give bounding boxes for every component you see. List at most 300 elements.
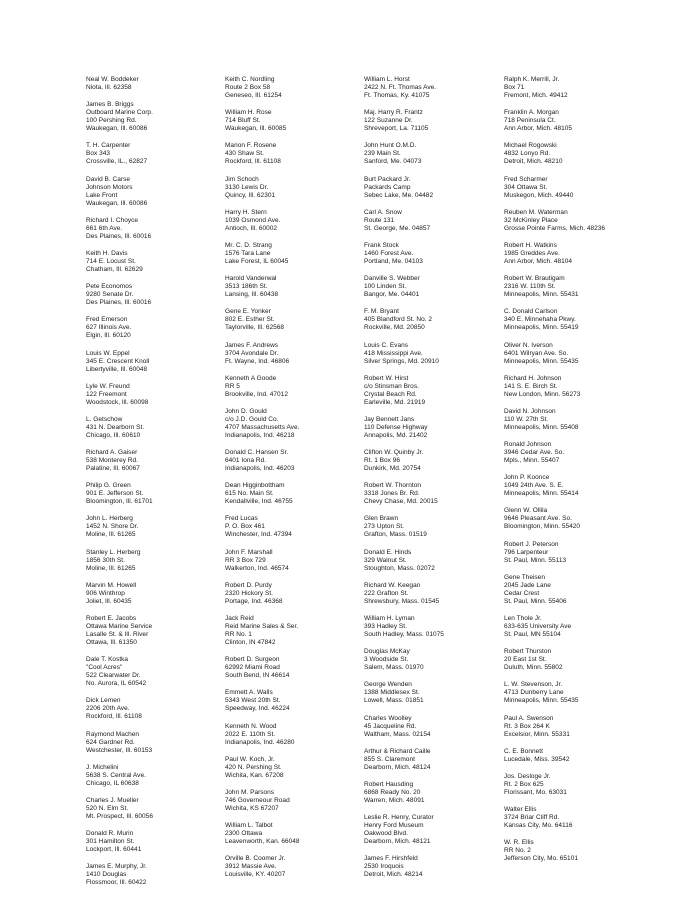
entry-address-line: c/o J.D. Gould Co. [225, 415, 279, 423]
entry-name: L. Getschow [86, 415, 123, 423]
address-entry [364, 748, 494, 772]
address-entry [504, 748, 684, 764]
entry-name: Clifton W. Quinby Jr. [364, 449, 424, 457]
entry-address-line: Portland, Me. 04103 [364, 257, 423, 265]
entry-address-line: 6868 Ready No. 20 [364, 788, 421, 796]
entry-address-line: 3704 Avondale Dr. [225, 349, 279, 357]
address-entry [86, 416, 216, 440]
address-entry [504, 142, 684, 166]
entry-name: William L. Horst [364, 76, 410, 83]
address-entry [225, 482, 355, 506]
entry-address-line: Outboard Marine Corp. [86, 109, 153, 117]
entry-address-line: Detroit, Mich. 48214 [364, 871, 423, 879]
entry-name: Keith H. Davis [86, 249, 128, 257]
entry-address-line: Chicago, IL 60638 [86, 779, 139, 787]
entry-address-line: 1039 Osmond Ave. [225, 216, 281, 224]
entry-address-line: 633-635 University Ave [504, 623, 572, 630]
entry-address-line: Waukegan, Ill. 60086 [86, 125, 148, 133]
address-entry [364, 308, 494, 332]
entry-name: John M. Parsons [225, 788, 275, 796]
address-entry [364, 416, 494, 440]
entry-name: F. M. Bryant [364, 308, 399, 316]
address-entry [364, 781, 494, 805]
entry-name: John P. Koonce [504, 474, 550, 482]
entry-name: Louis C. Evans [364, 341, 408, 349]
entry-name: Fred Scharmer [504, 175, 548, 183]
entry-name: Philip G. Green [86, 482, 131, 490]
address-entry [504, 408, 684, 432]
address-entry [225, 723, 355, 747]
address-entry [364, 582, 494, 606]
entry-address-line: Salem, Mass. 01970 [364, 664, 424, 672]
entry-name: Robert Hausding [364, 780, 414, 788]
entry-address-line: 222 Grafton St. [364, 589, 409, 597]
address-entry [86, 582, 216, 606]
entry-name: William H. Rose [225, 109, 272, 117]
entry-address-line: St. Paul, Minn. 55113 [504, 556, 567, 564]
address-entry [86, 142, 216, 166]
entry-address-line: Annapolis, Md. 21402 [364, 431, 428, 439]
entry-name: John F. Marshall [225, 548, 273, 556]
address-entry [504, 242, 684, 266]
entry-address-line: Minneapolis, Minn. 55431 [504, 291, 579, 299]
entry-address-line: Reid Marine Sales & Ser. [225, 623, 299, 630]
entry-name: Danville S. Webber [364, 275, 420, 283]
entry-name: Robert D. Purdy [225, 581, 272, 589]
entry-name: Marvin M. Howell [86, 581, 137, 589]
entry-address-line: RR 3 Box 729 [225, 556, 266, 564]
entry-address-line: 746 Governeour Road [225, 796, 290, 804]
entry-address-line: 1856 30th St. [86, 556, 125, 564]
entry-address-line: Minneapolis, Minn. 55414 [504, 490, 579, 498]
entry-address-line: 901 E. Jefferson St. [86, 490, 144, 498]
entry-address-line: 100 Linden St. [364, 283, 407, 291]
entry-address-line: Box 343 [86, 150, 110, 158]
entry-address-line: Excelsior, Minn. 55331 [504, 730, 570, 738]
address-entry [364, 681, 494, 705]
entry-address-line: Stoughton, Mass. 02072 [364, 564, 435, 572]
entry-name: David B. Carse [86, 175, 130, 183]
entry-name: George Wenden [364, 681, 412, 689]
entry-name: Paul W. Koch, Jr. [225, 755, 275, 763]
entry-name: Robert W. Brautigam [504, 275, 565, 283]
entry-name: Richard W. Keegan [364, 581, 421, 589]
entry-address-line: 1049 24th Ave. S. E. [504, 482, 564, 490]
entry-name: Glenn W. Ollila [504, 507, 548, 515]
entry-address-line: 45 Jacqueline Rd. [364, 722, 417, 730]
entry-name: James F. Hirshfeld [364, 855, 418, 863]
address-entry [364, 76, 494, 100]
entry-address-line: 122 Freemont [86, 390, 127, 398]
address-entry [364, 142, 494, 166]
entry-name: Robert H. Watkins [504, 241, 557, 249]
entry-address-line: Des Plaines, Ill. 60016 [86, 232, 152, 240]
entry-address-line: Jefferson City, Mo. 65101 [504, 855, 578, 863]
address-entry [225, 822, 355, 846]
address-entry [225, 689, 355, 713]
entry-name: John D. Gould [225, 407, 267, 415]
entry-name: Louis W. Eppel [86, 349, 130, 357]
entry-address-line: Libertyville, Ill. 60048 [86, 365, 148, 373]
entry-address-line: Lucedale, Miss. 39542 [504, 755, 570, 763]
entry-name: Dean Higginbottham [225, 482, 285, 490]
entry-address-line: 661 6th Ave. [86, 224, 123, 232]
entry-address-line: Sebec Lake, Me. 04482 [364, 191, 434, 199]
entry-address-line: Rt. 3 Box 264 K [504, 722, 550, 730]
entry-address-line: 2206 20th Ave. [86, 705, 130, 713]
entry-address-line: Elgin, Ill. 60120 [86, 332, 131, 340]
entry-name: Robert W. Thornton [364, 482, 421, 490]
entry-name: Harry H. Stern [225, 208, 267, 216]
entry-address-line: 393 Hadley St. [364, 623, 407, 630]
address-entry [86, 101, 216, 133]
entry-address-line: 1460 Forest Ave. [364, 249, 414, 257]
address-entry [504, 375, 684, 399]
entry-address-line: Chevy Chase, Md. 20015 [364, 498, 438, 506]
entry-address-line: 5638 S. Central Ave. [86, 771, 146, 779]
address-entry [504, 308, 684, 332]
entry-address-line: 627 Illinois Ave. [86, 324, 132, 332]
entry-name: Harold Vanderwal [225, 275, 277, 283]
entry-address-line: 1410 Douglas [86, 871, 127, 879]
address-entry [364, 715, 494, 739]
entry-name: Charles Woolley [364, 714, 412, 722]
address-entry [225, 855, 355, 879]
entry-name: Pete Economos [86, 283, 133, 291]
address-entry [364, 648, 494, 672]
entry-address-line: Rockford, Ill. 61108 [225, 158, 281, 166]
entry-address-line: 1576 Tara Lane [225, 249, 271, 257]
address-entry [86, 797, 216, 821]
entry-address-line: Lowell, Mass. 01851 [364, 697, 424, 705]
entry-address-line: Johnson Motors [86, 183, 133, 191]
entry-address-line: Crystal Beach Rd. [364, 390, 417, 398]
address-entry [364, 375, 494, 407]
entry-name: Orville B. Coomer Jr. [225, 855, 286, 863]
entry-address-line: 329 Walnut St. [364, 556, 407, 564]
address-entry [86, 250, 216, 274]
entry-address-line: Chatham, Ill. 62629 [86, 265, 143, 273]
entry-name: Robert W. Hirst [364, 374, 409, 382]
entry-address-line: 141 S. E. Birch St. [504, 382, 558, 390]
address-entry [504, 275, 684, 299]
entry-address-line: Waukegan, Ill. 60086 [86, 199, 148, 207]
entry-name: Gene E. Yonker [225, 308, 271, 316]
entry-address-line: Sanford, Me. 04073 [364, 158, 422, 166]
address-entry [225, 756, 355, 780]
entry-name: J. Michelini [86, 763, 119, 771]
entry-address-line: New London, Minn. 56273 [504, 390, 581, 398]
entry-name: Neal W. Boddeker [86, 76, 139, 83]
entry-name: Maj. Harry R. Frantz [364, 109, 423, 117]
entry-name: T. H. Carpenter [86, 142, 131, 150]
entry-name: Donald C. Hansen Sr. [225, 449, 289, 457]
entry-address-line: 906 Winthrop [86, 589, 125, 597]
entry-name: William H. Lyman [364, 615, 415, 622]
entry-name: Ronald Johnson [504, 441, 552, 449]
entry-address-line: Route 2 Box 58 [225, 84, 271, 91]
entry-address-line: 4707 Massachusetts Ave. [225, 423, 300, 431]
address-entry [86, 283, 216, 307]
address-entry [225, 449, 355, 473]
entry-address-line: Moline, Ill. 61265 [86, 564, 136, 572]
entry-address-line: Minneapolis, Minn. 55408 [504, 423, 579, 431]
entry-address-line: 714 E. Locust St. [86, 257, 136, 265]
entry-name: Dick Lemen [86, 697, 121, 705]
entry-address-line: Brookville, Ind. 47012 [225, 390, 288, 398]
address-column-1 [86, 76, 216, 897]
address-entry [225, 615, 355, 647]
entry-address-line: 110 Defense Highway [364, 423, 428, 431]
entry-address-line: Box 71 [504, 84, 525, 91]
entry-name: Robert E. Jacobs [86, 615, 137, 622]
address-entry [364, 109, 494, 133]
entry-address-line: Mpls., Minn. 55407 [504, 457, 560, 465]
entry-address-line: Oakwood Blvd. [364, 830, 408, 838]
entry-name: Robert Thurston [504, 648, 552, 656]
entry-address-line: Cedar Crest [504, 589, 540, 597]
entry-address-line: Kansas City, Mo. 64116 [504, 822, 573, 830]
entry-name: Emmett A. Walls [225, 689, 273, 697]
entry-address-line: Rt. 1 Box 96 [364, 457, 401, 465]
address-entry [504, 615, 684, 639]
entry-address-line: 304 Ottawa St. [504, 183, 548, 191]
entry-name: Fred Lucas [225, 515, 258, 523]
address-entry [225, 656, 355, 680]
entry-address-line: 431 N. Dearborn St. [86, 423, 145, 431]
entry-address-line: 3513 186th St. [225, 283, 268, 291]
entry-address-line: Louisville, KY. 40207 [225, 871, 286, 879]
address-entry [225, 76, 355, 100]
entry-address-line: Henry Ford Museum [364, 822, 424, 830]
entry-name: Fred Emerson [86, 316, 128, 324]
address-entry [504, 839, 684, 863]
entry-address-line: Lake Forest, IL 60045 [225, 257, 289, 265]
address-entry [364, 275, 494, 299]
entry-name: Carl A. Snow [364, 208, 402, 216]
entry-name: C. Donald Carlson [504, 308, 558, 316]
entry-address-line: Lockport, Ill. 60441 [86, 846, 142, 854]
entry-address-line: Indianapolis, Ind. 46280 [225, 738, 295, 746]
entry-name: L. W. Stevenson, Jr. [504, 681, 563, 689]
entry-name: Reuben M. Waterman [504, 208, 568, 216]
address-entry [225, 176, 355, 200]
address-entry [225, 209, 355, 233]
entry-address-line: 714 Bluff St. [225, 117, 261, 125]
address-entry [364, 814, 494, 846]
entry-address-line: Minneapolis, Minn. 55435 [504, 697, 579, 705]
address-entry [364, 515, 494, 539]
entry-name: Arthur & Richard Caille [364, 747, 431, 755]
entry-address-line: Rt. 2 Box 625 [504, 780, 544, 788]
entry-address-line: 3724 Briar Cliff Rd. [504, 814, 560, 822]
entry-address-line: Mt. Prospect, Ill. 60056 [86, 812, 153, 820]
entry-address-line: 122 Suzanne Dr. [364, 117, 413, 125]
entry-address-line: Packards Camp [364, 183, 411, 191]
entry-name: James F. Andrews [225, 341, 279, 349]
address-entry [504, 109, 684, 133]
entry-address-line: 273 Upton St. [364, 523, 405, 531]
entry-address-line: 2422 N. Ft. Thomas Ave. [364, 84, 437, 91]
entry-address-line: Speedway, Ind. 46224 [225, 705, 290, 713]
entry-address-line: Joliet, Ill. 60435 [86, 597, 132, 605]
entry-name: Gene Theisen [504, 573, 545, 581]
entry-address-line: 6401 Iona Rd. [225, 457, 267, 465]
entry-address-line: Fremont, Mich. 49412 [504, 92, 568, 99]
address-entry [364, 855, 494, 879]
address-entry [225, 275, 355, 299]
entry-address-line: 796 Larpenteur [504, 548, 549, 556]
entry-address-line: South Bend, IN 46614 [225, 672, 290, 680]
entry-address-line: Ann Arbor, Mich. 48105 [504, 125, 573, 133]
entry-address-line: 20 East 1st St. [504, 656, 547, 664]
entry-address-line: 802 E. Esther St. [225, 316, 275, 324]
address-entry [86, 615, 216, 647]
entry-address-line: 430 Shaw St. [225, 150, 264, 158]
entry-address-line: Antioch, Ill. 60002 [225, 224, 278, 232]
entry-address-line: 520 N. Elm St. [86, 804, 129, 812]
entry-address-line: Wichita, Kan. 67208 [225, 771, 284, 779]
address-entry [504, 715, 684, 739]
address-entry [86, 697, 216, 721]
entry-name: Franklin A. Morgan [504, 109, 559, 117]
entry-address-line: Leavenworth, Kan. 66048 [225, 838, 300, 846]
entry-address-line: Dearborn, Mich. 48121 [364, 838, 431, 846]
entry-address-line: Bangor, Me. 04401 [364, 291, 420, 299]
entry-address-line: Wichita, KS 67207 [225, 804, 279, 812]
entry-address-line: St. George, Me. 04857 [364, 224, 431, 232]
entry-address-line: Muskegon, Mich. 49440 [504, 191, 574, 199]
entry-address-line: Flossmoor, Ill. 60422 [86, 879, 147, 887]
entry-address-line: Des Plaines, Ill. 60016 [86, 299, 152, 307]
address-entry [86, 656, 216, 688]
entry-address-line: Warren, Mich. 48091 [364, 796, 425, 804]
entry-name: Robert D. Surgeon [225, 656, 280, 664]
entry-name: Burt Packard Jr. [364, 175, 411, 183]
entry-address-line: 3946 Cedar Ave. So. [504, 449, 565, 457]
address-entry [504, 474, 684, 498]
address-entry [225, 515, 355, 539]
entry-name: Walter Ellis [504, 806, 537, 814]
entry-address-line: 239 Main St. [364, 150, 401, 158]
address-entry [364, 449, 494, 473]
entry-address-line: 5343 West 20th St. [225, 697, 281, 705]
entry-name: Robert J. Peterson [504, 540, 559, 548]
entry-address-line: Lasalle St. & Ill. River [86, 631, 149, 638]
entry-address-line: Waukegan, Ill. 60085 [225, 125, 287, 133]
address-entry [364, 176, 494, 200]
entry-address-line: 4832 Lonyo Rd. [504, 150, 551, 158]
entry-address-line: Silver Springs, Md. 20910 [364, 357, 439, 365]
address-entry [86, 217, 216, 241]
entry-name: Ralph K. Merrill, Jr. [504, 76, 560, 83]
entry-name: Frank Stock [364, 241, 399, 249]
entry-address-line: Dearborn, Mich. 48124 [364, 763, 431, 771]
address-column-2 [225, 76, 355, 889]
entry-address-line: 301 Hamilton St. [86, 838, 135, 846]
entry-address-line: Minneapolis, Minn. 55435 [504, 357, 579, 365]
address-entry [364, 549, 494, 573]
entry-address-line: Florissant, Mo. 63031 [504, 788, 567, 796]
entry-address-line: 3 Woodside St. [364, 656, 409, 664]
entry-address-line: 2300 Ottawa [225, 830, 263, 838]
entry-name: William L. Talbot [225, 822, 273, 830]
address-entry [225, 789, 355, 813]
entry-address-line: 9646 Pleasant Ave. So. [504, 515, 572, 523]
address-entry [504, 176, 684, 200]
entry-name: Jos. Desloge Jr. [504, 772, 551, 780]
entry-address-line: Grosse Pointe Farms, Mich. 48236 [504, 224, 606, 232]
address-entry [504, 806, 684, 830]
entry-address-line: Westchester, Ill. 60153 [86, 746, 153, 754]
address-entry [86, 549, 216, 573]
address-entry [86, 383, 216, 407]
entry-name: Donald E. Hinds [364, 548, 412, 556]
entry-name: Stanley L. Herberg [86, 548, 141, 556]
entry-address-line: 110 W. 27th St. [504, 415, 549, 423]
address-entry [86, 482, 216, 506]
entry-name: Oliver N. Iverson [504, 341, 553, 349]
entry-address-line: Shreveport, La. 71105 [364, 125, 429, 133]
entry-name: Jay Bennett Jans [364, 415, 415, 423]
entry-address-line: P. O. Box 461 [225, 523, 265, 531]
address-entry [364, 242, 494, 266]
entry-name: Michael Rogowski [504, 142, 557, 150]
entry-name: David N. Johnson [504, 407, 556, 415]
entry-name: Marion F. Rosene [225, 142, 277, 150]
entry-name: James E. Murphy, Jr. [86, 863, 147, 871]
entry-address-line: 9280 Senate Dr. [86, 291, 134, 299]
address-column-4 [504, 76, 684, 873]
entry-address-line: 3130 Lewis Dr. [225, 183, 269, 191]
entry-address-line: Ottawa, Ill. 61350 [86, 639, 137, 646]
entry-address-line: 3318 Jones Br. Rd. [364, 490, 420, 498]
entry-address-line: Rockford, Ill. 61108 [86, 713, 142, 721]
entry-address-line: 615 No. Main St. [225, 490, 274, 498]
entry-address-line: Palatine, Ill. 60067 [86, 465, 140, 473]
entry-name: Charles J. Mueller [86, 796, 139, 804]
entry-address-line: Detroit, Mich. 48210 [504, 158, 563, 166]
entry-address-line: RR No. 1 [225, 631, 252, 638]
address-entry [225, 408, 355, 440]
entry-address-line: 2320 Hickory St. [225, 589, 274, 597]
address-entry [86, 176, 216, 208]
entry-address-line: 2530 Iroquois [364, 863, 404, 871]
entry-address-line: Niota, Ill. 62358 [86, 84, 132, 91]
entry-name: Dale T. Kostka [86, 656, 129, 664]
entry-address-line: Duluth, Minn. 55802 [504, 664, 563, 672]
address-entry [504, 507, 684, 531]
address-entry [225, 582, 355, 606]
entry-address-line: Bloomington, Minn. 55420 [504, 523, 581, 531]
address-entry [225, 308, 355, 332]
address-entry [225, 549, 355, 573]
address-entry [504, 773, 684, 797]
entry-name: Lyle W. Freund [86, 382, 130, 390]
entry-address-line: Ft. Wayne, Ind. 46806 [225, 357, 290, 365]
entry-address-line: Crossville, IL., 62827 [86, 158, 148, 166]
entry-address-line: 855 S. Claremont [364, 755, 415, 763]
entry-address-line: c/o Stinsman Bros. [364, 382, 419, 390]
entry-name: C. E. Bonnett [504, 747, 543, 755]
entry-address-line: 6401 Wilryan Ave. So. [504, 349, 569, 357]
entry-address-line: 418 Mississippi Ave. [364, 349, 423, 357]
address-entry [225, 109, 355, 133]
entry-address-line: 522 Clearwater Dr. [86, 672, 141, 680]
entry-name: Richard H. Johnson [504, 374, 562, 382]
address-entry [86, 316, 216, 340]
address-entry [86, 731, 216, 755]
